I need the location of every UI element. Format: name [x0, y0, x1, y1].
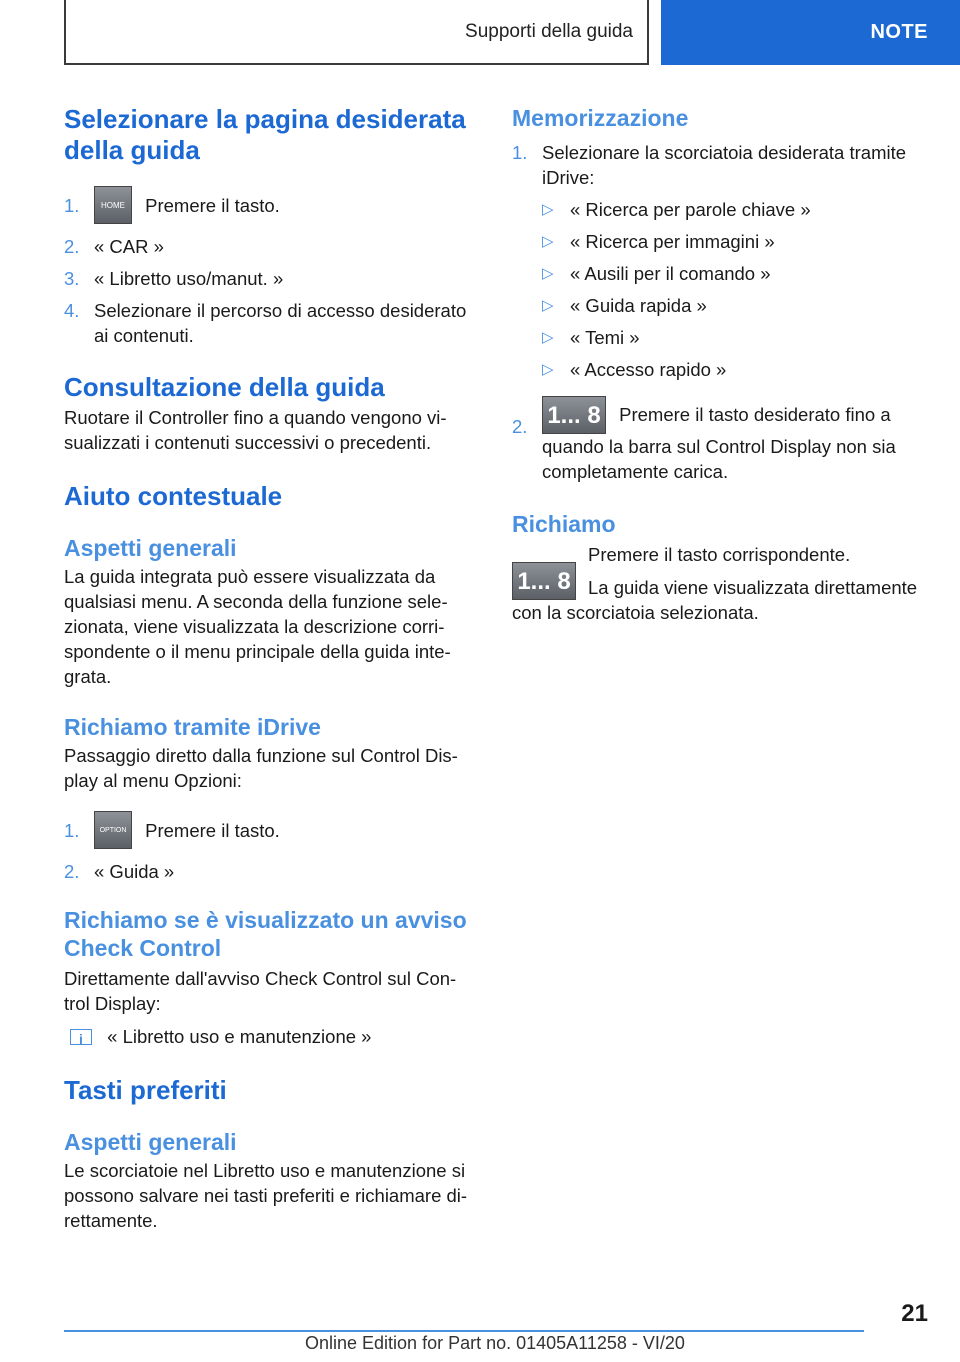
favorite-buttons-icon: 1... 8: [542, 396, 606, 434]
step-text: « CAR »: [94, 236, 164, 257]
step-text: Premere il tasto.: [145, 195, 280, 216]
list-item: [64, 811, 480, 851]
idrive-steps: [64, 811, 480, 884]
list-item: ▷ « Ricerca per immagini »: [542, 231, 775, 252]
heading-general-fav: Aspetti generali: [64, 1129, 237, 1155]
heading-general: Aspetti generali: [64, 535, 237, 561]
step-number: 4.: [64, 300, 80, 321]
list-item: ▷ « Guida rapida »: [542, 295, 707, 316]
paragraph-general: La guida integrata può essere visualizzata da qualsiasi menu. A seconda della funzione sele-zionata, viene visualizzata la descrizione corri-spondente o il menu principale della guida inte-grata.: [64, 566, 451, 687]
step-number: 2.: [64, 861, 80, 882]
step-number: 1.: [64, 195, 80, 216]
left-column: [64, 100, 480, 1233]
link-text: « Libretto uso e manutenzione »: [107, 1026, 372, 1047]
select-steps: [64, 186, 480, 348]
list-item: ▷ « Ricerca per parole chiave »: [542, 199, 811, 220]
heading-check-control: Richiamo se è visualizzato un avviso Check Control: [64, 907, 467, 961]
header-section: [64, 0, 649, 65]
heading-save: Memorizzazione: [512, 105, 689, 131]
heading-select-page: Selezionare la pagina desiderata della guida: [64, 104, 466, 165]
heading-idrive: Richiamo tramite iDrive: [64, 714, 321, 740]
step-text: Premere il tasto desiderato fino a quando la barra sul Control Display non sia completamente carica.: [542, 404, 896, 482]
list-item: ▷ « Accesso rapido »: [542, 359, 727, 380]
call-line-1: Premere il tasto corrispondente.: [588, 544, 851, 565]
option-button-icon: OPTION: [94, 811, 132, 849]
tab-label: NOTE: [870, 21, 928, 43]
list-item: [512, 396, 932, 484]
list-item: [64, 859, 480, 884]
favorite-buttons-icon: 1... 8: [512, 562, 576, 600]
step-number: 1.: [512, 142, 528, 163]
paragraph-idrive: Passaggio diretto dalla funzione sul Control Dis-play al menu Opzioni:: [64, 745, 458, 791]
heading-context-help: Aiuto contestuale: [64, 481, 283, 511]
paragraph-consult: Ruotare il Controller fino a quando vengono vi-sualizzati i contenuti successivi o precedenti.: [64, 407, 447, 453]
step-text: Premere il tasto.: [145, 820, 280, 841]
triangle-bullet-icon: ▷: [542, 201, 554, 218]
step-number: 2.: [512, 416, 528, 437]
list-item: ▷ « Ausili per il comando »: [542, 263, 771, 284]
page-number: 21: [901, 1300, 928, 1327]
list-item: [512, 140, 932, 190]
list-item: [64, 186, 480, 226]
triangle-bullet-icon: ▷: [542, 361, 554, 378]
heading-consult: Consultazione della guida: [64, 372, 385, 402]
call-block: [512, 542, 932, 625]
paragraph-general-fav: Le scorciatoie nel Libretto uso e manutenzione si possono salvare nei tasti preferiti e richiamare di-rettamente.: [64, 1160, 468, 1231]
heading-favorites: Tasti preferiti: [64, 1075, 227, 1105]
save-options: [512, 197, 932, 382]
step-text: Selezionare il percorso di accesso desiderato ai contenuti.: [94, 300, 467, 346]
step-number: 1.: [64, 820, 80, 841]
step-text: « Libretto uso/manut. »: [94, 268, 284, 289]
footer-divider: [64, 1330, 864, 1332]
paragraph-check-control: Direttamente dall'avviso Check Control sul Con-trol Display:: [64, 968, 457, 1014]
header-tab-note[interactable]: [661, 0, 960, 65]
home-button-icon: HOME: [94, 186, 132, 224]
step-text: « Guida »: [94, 861, 175, 882]
heading-call: Richiamo: [512, 511, 616, 537]
step-text: Selezionare la scorciatoia desiderata tramite iDrive:: [542, 142, 907, 188]
triangle-bullet-icon: ▷: [542, 233, 554, 250]
triangle-bullet-icon: ▷: [542, 329, 554, 346]
right-column: [512, 100, 932, 625]
call-line-2: La guida viene visualizzata direttamente con la scorciatoia selezionata.: [512, 577, 918, 623]
manual-book-icon: [70, 1029, 92, 1045]
triangle-bullet-icon: ▷: [542, 297, 554, 314]
triangle-bullet-icon: ▷: [542, 265, 554, 282]
step-number: 3.: [64, 268, 80, 289]
check-control-link[interactable]: [64, 1024, 480, 1049]
edition-text: Online Edition for Part no. 01405A11258 - VI/20: [305, 1333, 685, 1353]
section-title: Supporti della guida: [465, 20, 633, 42]
list-item: ▷ « Temi »: [542, 327, 640, 348]
step-number: 2.: [64, 236, 80, 257]
list-item: [64, 298, 480, 348]
list-item: [64, 266, 480, 291]
list-item: [64, 234, 480, 259]
